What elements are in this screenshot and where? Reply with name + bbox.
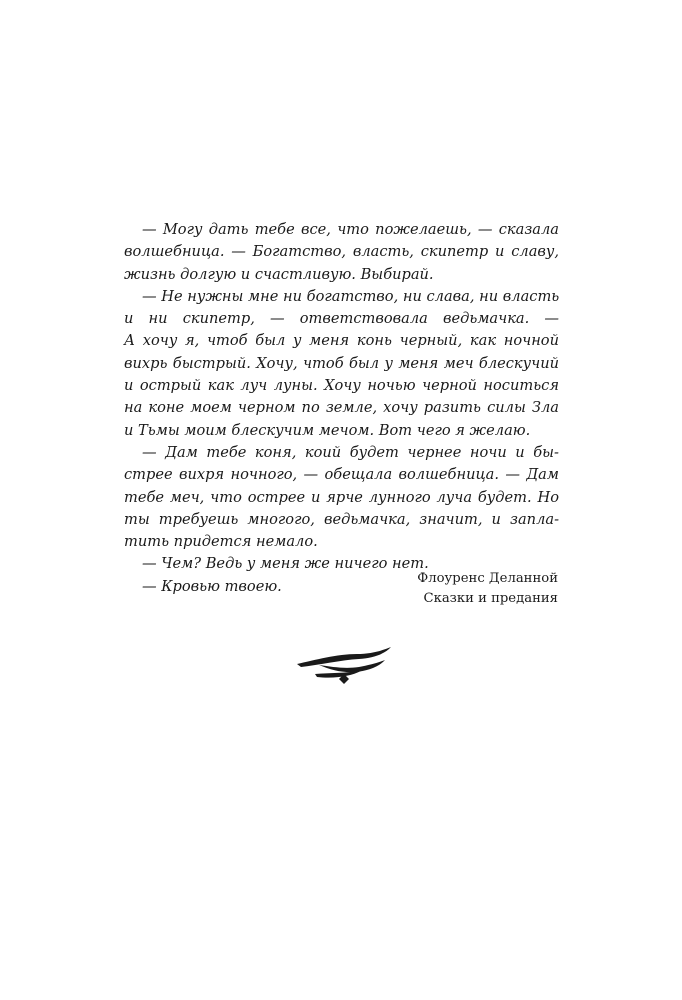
epigraph-line: — Не нужны мне ни богатство, ни слава, ни власть	[142, 287, 560, 305]
calligraphic-flourish-icon	[295, 643, 395, 688]
epigraph-line: тить придется немало.	[124, 533, 318, 551]
epigraph-line: тебе меч, что острее и ярче лунного луча будет. Но	[124, 488, 559, 506]
epigraph-line: — Могу дать тебе все, что пожелаешь, — сказала	[142, 221, 559, 238]
attribution-source: Сказки и предания	[423, 591, 558, 606]
epigraph-line: и острый как луч луны. Хочу ночью черной носиться	[124, 377, 559, 395]
epigraph-line: на коне моем черном по земле, хочу разить силы Зла	[124, 399, 559, 417]
epigraph-line: — Кровью твоею.	[142, 577, 282, 595]
epigraph-line: волшебница. — Богатство, власть, скипетр и славу,	[124, 243, 559, 261]
epigraph	[124, 219, 559, 598]
epigraph-line: — Чем? Ведь у меня же ничего нет.	[142, 555, 429, 573]
epigraph-line: А хочу я, чтоб был у меня конь черный, как ночной	[124, 332, 559, 350]
attribution-author: Флоуренс Деланной	[417, 571, 558, 586]
epigraph-line: ты требуешь многого, ведьмачка, значит, и запла-	[124, 510, 559, 528]
epigraph-line: и ни скипетр, — ответствовала ведьмачка. —	[124, 310, 559, 328]
epigraph-line: жизнь долгую и счастливую. Выбирай.	[124, 265, 434, 283]
epigraph-line: — Дам тебе коня, коий будет чернее ночи и бы-	[142, 443, 559, 461]
epigraph-line: и Тьмы моим блескучим мечом. Вот чего я желаю.	[124, 421, 531, 439]
epigraph-line: стрее вихря ночного, — обещала волшебница. — Дам	[124, 466, 559, 484]
epigraph-line: вихрь быстрый. Хочу, чтоб был у меня меч блескучий	[124, 354, 559, 372]
attribution	[417, 569, 558, 609]
